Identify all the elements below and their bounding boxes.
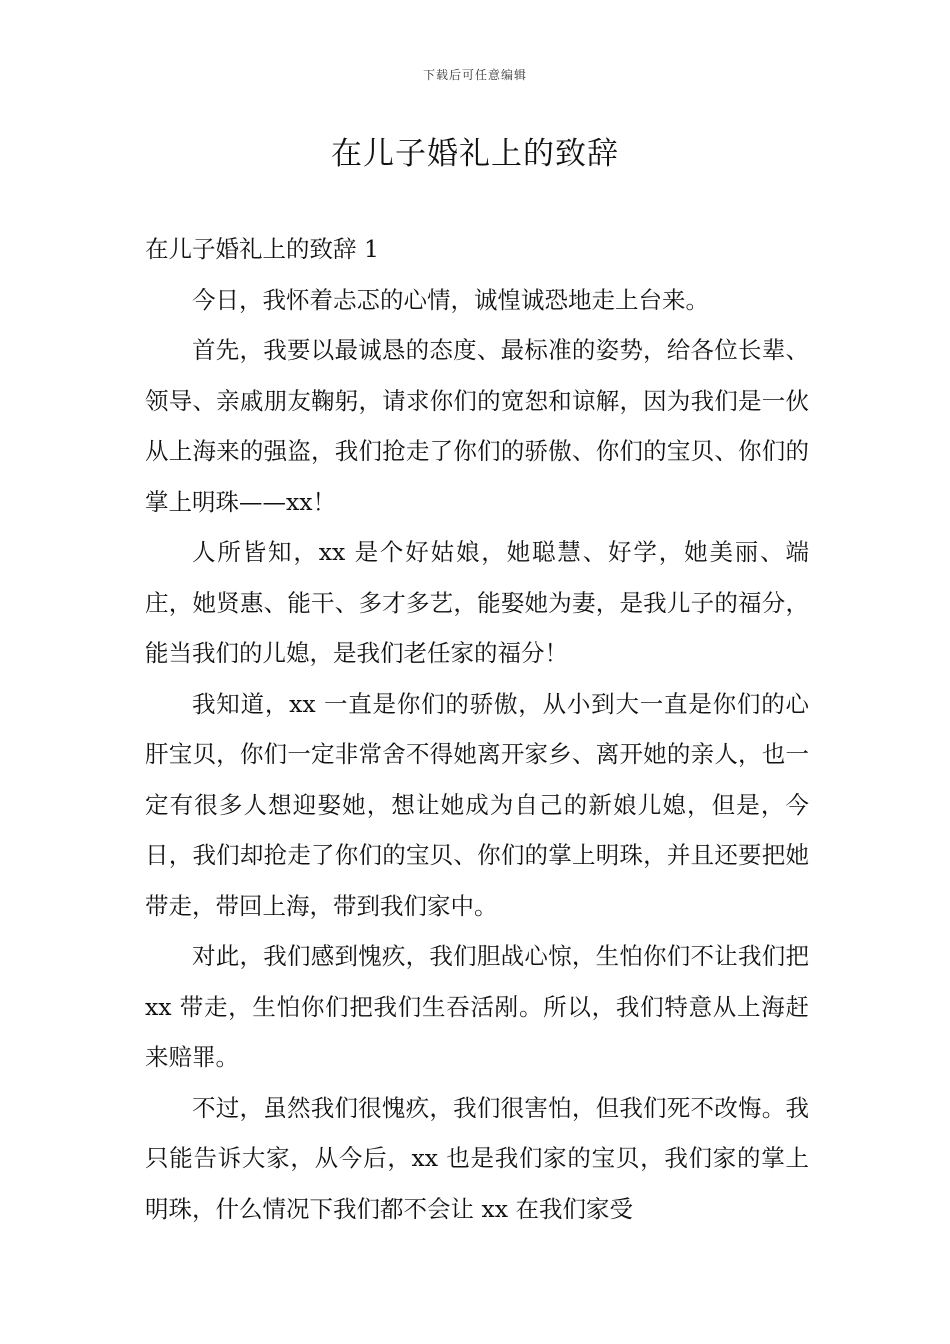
document-body xyxy=(145,224,809,1234)
document-title: 在儿子婚礼上的致辞 xyxy=(331,136,619,172)
paragraph-2: 首先，我要以最诚恳的态度、最标准的姿势，给各位长辈、领导、亲戚朋友鞠躬，请求你们的宽恕和谅解，因为我们是一伙从上海来的强盗，我们抢走了你们的骄傲、你们的宝贝、你们的掌上明珠——xx！ xyxy=(145,336,809,516)
paragraph-6: 不过，虽然我们很愧疚，我们很害怕，但我们死不改悔。我只能告诉大家，从今后，xx 也是我们家的宝贝，我们家的掌上明珠，什么情况下我们都不会让 xx 在我们家受 xyxy=(145,1093,809,1223)
section-heading: 在儿子婚礼上的致辞 1 xyxy=(145,235,379,263)
paragraph-5: 对此，我们感到愧疚，我们胆战心惊，生怕你们不让我们把 xx 带走，生怕你们把我们生吞活剐。所以，我们特意从上海赶来赔罪。 xyxy=(145,942,809,1071)
paragraph-4: 我知道，xx 一直是你们的骄傲，从小到大一直是你们的心肝宝贝，你们一定非常舍不得她离开家乡、离开她的亲人，也一定有很多人想迎娶她，想让她成为自己的新娘儿媳，但是，今日，我们却抢走了你们的宝贝、你们的掌上明珠，并且还要把她带走，带回上海，带到我们家中。 xyxy=(145,689,809,920)
paragraph-3: 人所皆知，xx 是个好姑娘，她聪慧、好学，她美丽、端庄，她贤惠、能干、多才多艺，能娶她为妻，是我儿子的福分，能当我们的儿媳，是我们老任家的福分！ xyxy=(145,538,809,667)
paragraph-1: 今日，我怀着忐忑的心情，诚惶诚恐地走上台来。 xyxy=(192,285,709,314)
header-note: 下载后可任意编辑 xyxy=(422,68,527,82)
